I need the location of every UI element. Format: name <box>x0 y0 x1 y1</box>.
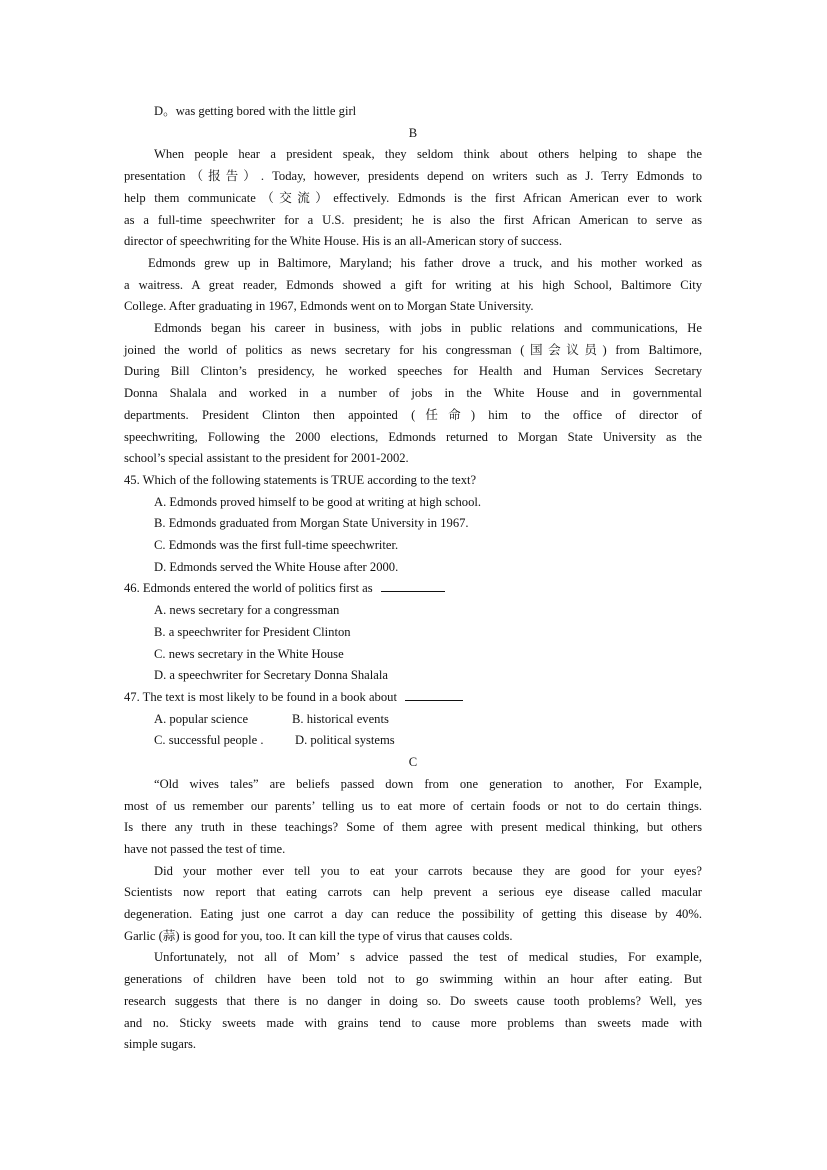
section-b-heading: B <box>408 125 418 140</box>
text-line: degeneration. Eating just one carrot a day can reduce the possibility of getting this disease by 40%. <box>124 907 702 922</box>
document-page <box>124 101 702 1056</box>
option-row <box>124 730 702 752</box>
text-line: When people hear a president speak, they seldom think about others helping to shape the <box>154 147 702 162</box>
question-stem-row <box>124 687 702 709</box>
option-b: B. historical events <box>292 711 389 726</box>
section-b-paragraph-2 <box>124 253 702 318</box>
section-b-paragraph-1 <box>124 144 702 253</box>
text-line: departments. President Clinton then appointed (任命) him to the office of director of <box>124 407 702 422</box>
question-46 <box>124 578 702 687</box>
option-b: B. Edmonds graduated from Morgan State University in 1967. <box>154 516 469 531</box>
text-line: presentation（报告）. Today, however, presidents depend on writers such as J. Terry Edmonds to <box>124 169 702 184</box>
option-a: A. popular science <box>154 711 249 726</box>
question-stem: 46. Edmonds entered the world of politics first as <box>124 581 373 596</box>
text-line: During Bill Clinton’s presidency, he worked speeches for Health and Human Services Secretary <box>124 364 702 379</box>
option-a: A. Edmonds proved himself to be good at writing at high school. <box>154 494 482 509</box>
text-line: Donna Shalala and worked in a number of jobs in the White House and in governmental <box>124 386 702 401</box>
option-row <box>124 709 702 731</box>
previous-question-option-d: D。was getting bored with the little girl <box>154 104 357 118</box>
text-line: a waitress. A great reader, Edmonds showed a gift for writing at his high School, Baltimore City <box>124 277 702 292</box>
option-d: D. a speechwriter for Secretary Donna Shalala <box>154 668 388 683</box>
section-c-paragraph-3 <box>124 947 702 1056</box>
text-line: College. After graduating in 1967, Edmonds went on to Morgan State University. <box>124 299 534 314</box>
text-line: Edmonds grew up in Baltimore, Maryland; his father drove a truck, and his mother worked as <box>148 255 702 270</box>
text-line: and no. Sticky sweets made with grains tend to cause more problems than sweets made with <box>124 1015 702 1030</box>
answer-blank <box>405 688 463 701</box>
text-line: help them communicate（交流）effectively. Edmonds is the first African American ever to work <box>124 190 702 205</box>
text-line: Edmonds began his career in business, with jobs in public relations and communications, He <box>154 321 702 336</box>
section-b-paragraph-3 <box>124 318 702 470</box>
option-d: D. Edmonds served the White House after 2000. <box>154 559 399 574</box>
option-d: D. political systems <box>295 733 395 748</box>
text-line: Garlic (蒜) is good for you, too. It can kill the type of virus that causes colds. <box>124 928 513 943</box>
text-line: director of speechwriting for the White House. His is an all-American story of success. <box>124 234 562 249</box>
text-line: research suggests that there is no danger in doing so. Do sweets cause tooth problems? Well, yes <box>124 993 702 1008</box>
question-stem: 47. The text is most likely to be found in a book about <box>124 689 397 704</box>
text-line: simple sugars. <box>124 1037 197 1052</box>
option-a: A. news secretary for a congressman <box>154 603 340 618</box>
text-line: most of us remember our parents’ telling us to eat more of certain foods or not to do certain things. <box>124 798 702 813</box>
section-c-paragraph-1 <box>124 774 702 861</box>
text-line: “Old wives tales” are beliefs passed down from one generation to another, For Example, <box>154 776 702 791</box>
option-b: B. a speechwriter for President Clinton <box>154 624 351 639</box>
text-line: joined the world of politics as news secretary for his congressman (国会议员) from Baltimore, <box>124 342 702 357</box>
text-line: Did your mother ever tell you to eat your carrots because they are good for your eyes? <box>154 863 702 878</box>
question-stem-row <box>124 578 702 600</box>
question-47 <box>124 687 702 752</box>
option-c: C. Edmonds was the first full-time speechwriter. <box>154 538 399 553</box>
text-line: generations of children have been told not to go swimming within an hour after eating. But <box>124 972 702 987</box>
text-line: as a full-time speechwriter for a U.S. president; he is also the first African American to serve as <box>124 212 702 227</box>
section-c-heading: C <box>408 755 418 770</box>
answer-blank <box>381 579 445 592</box>
text-line: Scientists now report that eating carrots can help prevent a serious eye disease called macular <box>124 885 702 900</box>
section-c-paragraph-2 <box>124 861 702 948</box>
question-45 <box>124 470 702 579</box>
text-line: speechwriting, Following the 2000 elections, Edmonds returned to Morgan State University as the <box>124 429 702 444</box>
option-c: C. successful people . <box>154 733 264 748</box>
text-line: have not passed the test of time. <box>124 841 286 856</box>
text-line: school’s special assistant to the president for 2001-2002. <box>124 451 409 466</box>
option-c: C. news secretary in the White House <box>154 646 344 661</box>
text-line: Unfortunately, not all of Mom’ s advice passed the test of medical studies, For example, <box>154 950 702 965</box>
text-line: Is there any truth in these teachings? Some of them agree with present medical thinking, but others <box>124 820 702 835</box>
question-stem: 45. Which of the following statements is TRUE according to the text? <box>124 472 477 487</box>
